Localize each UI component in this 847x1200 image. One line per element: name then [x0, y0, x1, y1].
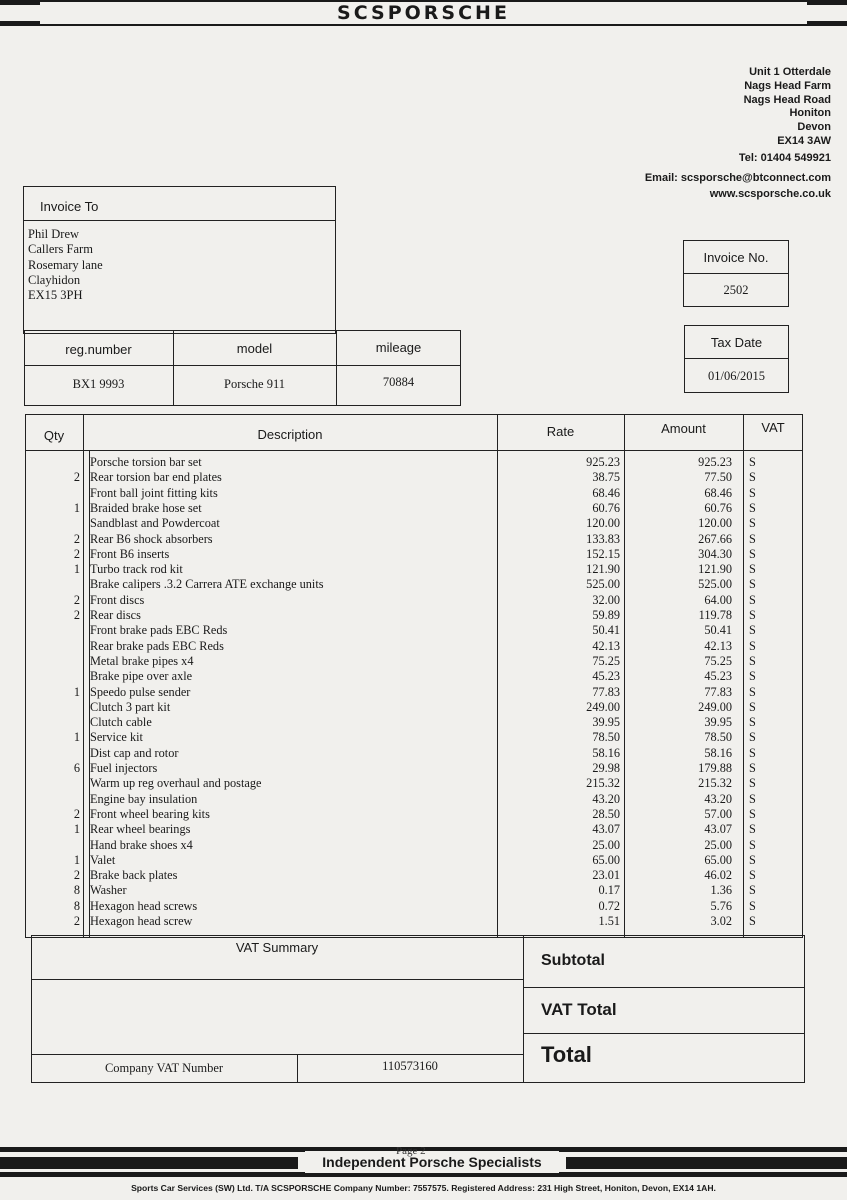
- vat-total-label: VAT Total: [541, 1000, 617, 1019]
- company-vat-label: Company VAT Number: [104, 1061, 224, 1075]
- item-description: Hand brake shoes x4: [90, 837, 193, 852]
- table-row: [0, 577, 847, 592]
- item-vat: S: [749, 761, 756, 775]
- item-vat: S: [749, 791, 756, 806]
- item-rate: 42.13: [592, 638, 620, 653]
- item-rate: 58.16: [592, 745, 620, 760]
- item-description: Front discs: [90, 592, 145, 607]
- item-description: Rear B6 shock absorbers: [90, 531, 213, 546]
- item-vat: S: [749, 516, 756, 531]
- rate-header: Rate: [546, 424, 575, 439]
- item-qty: 2: [73, 546, 80, 561]
- address-line: Unit 1 Otterdale: [749, 66, 831, 78]
- page-number: Page 2: [396, 1145, 426, 1157]
- table-row: [0, 883, 847, 898]
- description-header: Description: [257, 427, 323, 442]
- item-amount: 64.00: [704, 592, 732, 607]
- item-vat: S: [749, 653, 756, 668]
- item-description: Brake back plates: [90, 868, 178, 883]
- table-row: [0, 486, 847, 501]
- company-logo: [0, 0, 510, 26]
- item-vat: S: [749, 852, 756, 867]
- address-line: Nags Head Farm: [744, 79, 831, 92]
- table-row: [0, 593, 847, 608]
- customer-line: EX15 3PH: [28, 288, 83, 303]
- table-row: [0, 853, 847, 868]
- item-rate: 29.98: [592, 761, 620, 775]
- item-amount: 119.78: [698, 608, 732, 622]
- item-description: Rear torsion bar end plates: [90, 470, 222, 485]
- item-vat: S: [749, 837, 756, 852]
- table-row: [0, 516, 847, 531]
- item-rate: 68.46: [592, 485, 620, 500]
- company-website: www.scsporsche.co.uk: [709, 188, 831, 200]
- item-qty: 2: [73, 806, 80, 821]
- table-row: [0, 455, 847, 470]
- company-address: [744, 66, 831, 149]
- item-vat: S: [749, 455, 756, 469]
- item-description: Speedo pulse sender: [90, 684, 191, 699]
- table-row: [0, 822, 847, 837]
- customer-line: Callers Farm: [28, 242, 93, 257]
- address-line: EX14 3AW: [777, 134, 831, 147]
- item-qty: 1: [73, 822, 80, 837]
- item-amount: 65.00: [704, 852, 732, 867]
- item-rate: 60.76: [592, 500, 620, 515]
- footer-legal: Sports Car Services (SW) Ltd. T/A SCSPORSCHE Company Number: 7557575. Registered Address: 231 High Street, Honiton, Devon, EX14 1AH.: [131, 1183, 716, 1193]
- table-row: [0, 501, 847, 516]
- item-qty: 2: [73, 868, 80, 883]
- item-amount: 78.50: [704, 730, 732, 745]
- item-description: Valet: [90, 852, 116, 867]
- item-description: Warm up reg overhaul and postage: [90, 776, 262, 791]
- item-amount: 249.00: [698, 699, 732, 714]
- item-description: Front ball joint fitting kits: [90, 485, 218, 500]
- table-row: [0, 532, 847, 547]
- table-row: [0, 654, 847, 669]
- tax-date-label: Tax Date: [710, 335, 763, 350]
- item-qty: 1: [73, 562, 80, 577]
- item-vat: S: [749, 577, 756, 592]
- item-rate: 120.00: [586, 516, 620, 531]
- item-description: Engine bay insulation: [90, 791, 198, 806]
- logo-text: SCSPORSCHE: [40, 2, 807, 24]
- item-rate: 39.95: [592, 715, 620, 730]
- footer-tagline: Independent Porsche Specialists: [305, 1151, 559, 1173]
- item-amount: 121.90: [698, 562, 732, 577]
- item-vat: S: [749, 715, 756, 730]
- item-rate: 1.51: [598, 914, 620, 928]
- item-vat: S: [749, 669, 756, 684]
- item-qty: 2: [73, 531, 80, 546]
- item-amount: 925.23: [698, 455, 732, 469]
- table-row: [0, 623, 847, 638]
- item-rate: 50.41: [592, 623, 620, 638]
- table-row: [0, 776, 847, 791]
- item-description: Front wheel bearing kits: [90, 806, 210, 821]
- item-rate: 77.83: [592, 684, 620, 699]
- item-amount: 25.00: [704, 837, 732, 852]
- item-qty: 2: [73, 608, 80, 622]
- item-rate: 78.50: [592, 730, 620, 745]
- item-amount: 45.23: [704, 669, 732, 684]
- item-amount: 39.95: [704, 715, 732, 730]
- item-rate: 45.23: [592, 669, 620, 684]
- item-amount: 179.88: [698, 761, 732, 775]
- item-qty: 1: [73, 500, 80, 515]
- item-qty: 2: [73, 592, 80, 607]
- company-email: Email: scsporsche@btconnect.com: [644, 172, 831, 184]
- item-rate: 133.83: [586, 531, 620, 546]
- address-line: Devon: [797, 121, 831, 134]
- item-description: Sandblast and Powdercoat: [90, 516, 220, 531]
- item-description: Metal brake pipes x4: [90, 653, 194, 668]
- reg-number-label: reg.number: [65, 342, 132, 357]
- item-vat: S: [749, 608, 756, 622]
- table-row: [0, 746, 847, 761]
- item-description: Hexagon head screw: [90, 914, 193, 928]
- item-vat: S: [749, 470, 756, 485]
- item-vat: S: [749, 776, 756, 791]
- item-amount: 75.25: [704, 653, 732, 668]
- item-rate: 65.00: [592, 852, 620, 867]
- item-rate: 43.20: [592, 791, 620, 806]
- item-description: Front B6 inserts: [90, 546, 170, 561]
- item-description: Washer: [90, 883, 127, 898]
- item-vat: S: [749, 562, 756, 577]
- item-qty: 8: [73, 898, 80, 913]
- item-rate: 925.23: [586, 455, 620, 469]
- table-row: [0, 761, 847, 776]
- item-vat: S: [749, 592, 756, 607]
- table-row: [0, 562, 847, 577]
- item-vat: S: [749, 546, 756, 561]
- item-amount: 42.13: [704, 638, 732, 653]
- item-amount: 267.66: [698, 531, 732, 546]
- item-description: Clutch 3 part kit: [90, 699, 171, 714]
- invoice-number-label: Invoice No.: [703, 250, 769, 265]
- item-vat: S: [749, 883, 756, 898]
- table-row: [0, 914, 847, 929]
- item-amount: 215.32: [698, 776, 732, 791]
- table-row: [0, 639, 847, 654]
- table-row: [0, 700, 847, 715]
- item-amount: 3.02: [710, 914, 732, 928]
- table-row: [0, 868, 847, 883]
- item-amount: 5.76: [710, 898, 732, 913]
- item-qty: 1: [73, 852, 80, 867]
- item-rate: 28.50: [592, 806, 620, 821]
- item-amount: 525.00: [698, 577, 732, 592]
- item-rate: 525.00: [586, 577, 620, 592]
- item-description: Brake pipe over axle: [90, 669, 193, 684]
- qty-header: Qty: [43, 428, 65, 443]
- item-vat: S: [749, 898, 756, 913]
- item-rate: 43.07: [592, 822, 620, 837]
- item-qty: 2: [73, 470, 80, 485]
- item-description: Service kit: [90, 730, 143, 745]
- item-vat: S: [749, 623, 756, 638]
- subtotal-label: Subtotal: [541, 952, 605, 969]
- customer-line: Rosemary lane: [28, 257, 103, 272]
- item-amount: 77.83: [704, 684, 732, 699]
- item-rate: 0.72: [598, 898, 620, 913]
- item-vat: S: [749, 485, 756, 500]
- item-vat: S: [749, 684, 756, 699]
- mileage-value: 70884: [382, 375, 415, 389]
- item-vat: S: [749, 531, 756, 546]
- table-row: [0, 792, 847, 807]
- item-description: Rear wheel bearings: [90, 822, 191, 837]
- item-vat: S: [749, 868, 756, 883]
- table-row: [0, 730, 847, 745]
- item-rate: 121.90: [586, 562, 620, 577]
- item-description: Brake calipers .3.2 Carrera ATE exchange units: [90, 577, 324, 592]
- mileage-label: mileage: [375, 340, 422, 355]
- item-qty: 8: [73, 883, 80, 898]
- item-vat: S: [749, 500, 756, 515]
- item-description: Fuel injectors: [90, 761, 158, 775]
- item-amount: 77.50: [704, 470, 732, 485]
- table-row: [0, 685, 847, 700]
- item-qty: 2: [73, 914, 80, 928]
- table-row: [0, 838, 847, 853]
- item-description: Turbo track rod kit: [90, 562, 183, 577]
- table-row: [0, 547, 847, 562]
- item-rate: 0.17: [598, 883, 620, 898]
- item-vat: S: [749, 806, 756, 821]
- vat-header: VAT: [761, 420, 785, 435]
- customer-line: Clayhidon: [28, 272, 81, 287]
- model-value: Porsche 911: [224, 377, 285, 391]
- amount-header: Amount: [661, 421, 706, 436]
- item-amount: 68.46: [704, 485, 732, 500]
- total-label: Total: [541, 1042, 592, 1067]
- company-tel: Tel: 01404 549921: [738, 152, 831, 164]
- address-line: Honiton: [789, 107, 831, 120]
- tax-date-value: 01/06/2015: [708, 369, 765, 383]
- item-description: Braided brake hose set: [90, 500, 202, 515]
- item-description: Front brake pads EBC Reds: [90, 623, 228, 638]
- item-vat: S: [749, 914, 756, 928]
- table-row: [0, 807, 847, 822]
- vat-summary-label: VAT Summary: [235, 940, 319, 955]
- item-rate: 249.00: [586, 699, 620, 714]
- customer-line: Phil Drew: [28, 227, 80, 241]
- table-row: [0, 899, 847, 914]
- item-rate: 215.32: [586, 776, 620, 791]
- item-rate: 32.00: [592, 592, 620, 607]
- company-vat-value: 110573160: [382, 1059, 438, 1073]
- item-amount: 304.30: [698, 546, 732, 561]
- item-rate: 59.89: [592, 608, 620, 622]
- table-row: [0, 470, 847, 485]
- table-row: [0, 715, 847, 730]
- item-description: Hexagon head screws: [90, 898, 198, 913]
- item-vat: S: [749, 699, 756, 714]
- item-rate: 23.01: [592, 868, 620, 883]
- item-vat: S: [749, 638, 756, 653]
- invoice-number-value: 2502: [723, 283, 749, 297]
- item-amount: 60.76: [704, 500, 732, 515]
- item-description: Porsche torsion bar set: [90, 455, 202, 469]
- item-description: Clutch cable: [90, 715, 152, 730]
- item-qty: 1: [73, 684, 80, 699]
- item-vat: S: [749, 822, 756, 837]
- customer-address: [28, 227, 103, 303]
- item-amount: 57.00: [704, 806, 732, 821]
- item-amount: 43.07: [704, 822, 732, 837]
- item-rate: 25.00: [592, 837, 620, 852]
- item-rate: 38.75: [592, 470, 620, 485]
- table-row: [0, 669, 847, 684]
- table-row: [0, 608, 847, 623]
- model-label: model: [236, 341, 273, 356]
- item-amount: 120.00: [698, 516, 732, 531]
- item-qty: 1: [73, 730, 80, 745]
- item-vat: S: [749, 745, 756, 760]
- item-amount: 46.02: [704, 868, 732, 883]
- item-description: Rear brake pads EBC Reds: [90, 638, 224, 653]
- item-qty: 6: [73, 761, 80, 775]
- item-rate: 75.25: [592, 653, 620, 668]
- address-line: Nags Head Road: [743, 93, 831, 106]
- reg-number-value: BX1 9993: [72, 377, 125, 391]
- item-amount: 58.16: [704, 745, 732, 760]
- item-vat: S: [749, 730, 756, 745]
- item-description: Dist cap and rotor: [90, 745, 179, 760]
- item-amount: 43.20: [704, 791, 732, 806]
- invoice-to-heading: Invoice To: [40, 199, 99, 214]
- item-description: Rear discs: [90, 608, 141, 622]
- item-amount: 50.41: [704, 623, 732, 638]
- item-rate: 152.15: [586, 546, 620, 561]
- item-amount: 1.36: [710, 883, 732, 898]
